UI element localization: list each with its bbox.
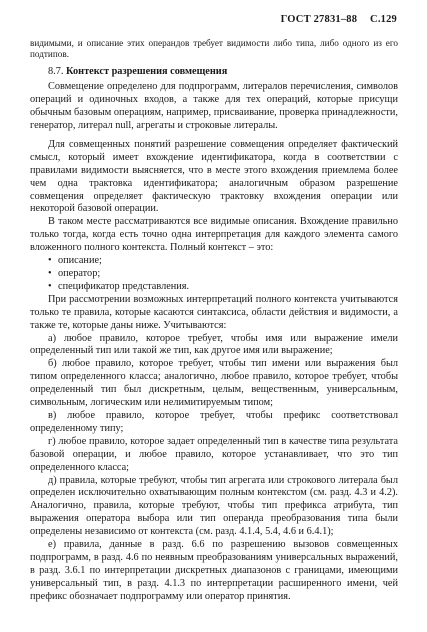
rule-item-b: б) любое правило, которое требует, чтобы тип имени или выражения был типом определенного класса; аналогично, любое правило, которое требует, чтобы определенный тип был дискретным, целым, вещественным, универсальным, символьным, логическим или нелимитируемым типом; xyxy=(30,358,398,409)
intro-fragment: видимыми, и описание этих операндов требует видимости либо типа, либо одного из его подтипов. xyxy=(30,38,398,60)
rule-item-d: д) правила, которые требуют, чтобы тип агрегата или строкового литерала был определен исключительно охватывающим полным контекстом (см. разд. 4.3 и 4.2). Аналогично, правила, которые требуют, чтобы тип префикса атрибута, тип выражения оператора выбора или тип операнда преобразования типа были определены независимо от контекста (см. разд. 4.1.4, 5.4, 4.6 и 6.4.1); xyxy=(30,474,398,538)
list-item: • спецификатор представления. xyxy=(48,281,398,294)
rule-item-e: е) правила, данные в разд. 6.6 по разрешению вызовов совмещенных подпрограмм, в разд. 4.6 по неявным преобразованиям универсальных выражений, в разд. 3.6.1 по интерпретации дискретных диапазонов с границами, имеющими универсальный тип, в разд. 4.1.3 по интерпретации расширенного имени, чей префикс обозначает подпрограмму или оператор принятия. xyxy=(30,539,398,602)
list-item: • оператор; xyxy=(48,268,398,281)
page-header xyxy=(281,14,397,25)
rule-item-v: в) любое правило, которое требует, чтобы префикс соответствовал определенному типу; xyxy=(30,409,398,434)
paragraph: Совмещение определено для подпрограмм, литералов перечисления, символов операций и одиночных входов, а также для тех операций, которые присущи обычным базовым операциям, например, присваивание, проверка принадлежности, генератор, литерал null, агрегаты и строковые литералы. xyxy=(30,81,398,132)
context-list xyxy=(30,255,398,294)
standard-number: ГОСТ 27831–88 xyxy=(280,14,358,25)
page-number: С.129 xyxy=(370,14,397,25)
paragraph: Для совмещенных понятий разрешение совмещения определяет фактический смысл, который имеет вхождение идентификатора, когда в соответствии с правилами видимости выясняется, что в месте этого вхождения приемлема более чем одна трактовка идентификатора; аналогичным образом разрешение совмещения определяет фактическую трактовку вхождения операции или некоторой базовой операции. xyxy=(30,138,398,215)
section-number: 8.7. xyxy=(48,66,64,78)
section-heading xyxy=(48,66,398,79)
paragraph: В таком месте рассматриваются все видимые описания. Вхождение правильно только тогда, когда есть точно одна интерпретация для каждого элемента самого вложенного полного контекста. Полный контекст – это: xyxy=(30,216,398,254)
paragraph: При рассмотрении возможных интерпретаций полного контекста учитываются только те правила, которые касаются синтаксиса, области действия и видимости, а также те, которые даны ниже. Учитываются: xyxy=(30,293,398,331)
rule-item-g: г) любое правило, которое задает определенный тип в качестве типа результата базовой операции, и любое правило, которое устанавливает, что это тип определенного класса; xyxy=(30,435,398,473)
page-content xyxy=(30,38,398,604)
section-title: Контекст разрешения совмещения xyxy=(66,66,228,78)
list-item: • описание; xyxy=(48,255,398,268)
rule-item-a: а) любое правило, которое требует, чтобы имя или выражение имели определенный тип или такой же тип, как другое имя или выражение; xyxy=(30,332,398,357)
